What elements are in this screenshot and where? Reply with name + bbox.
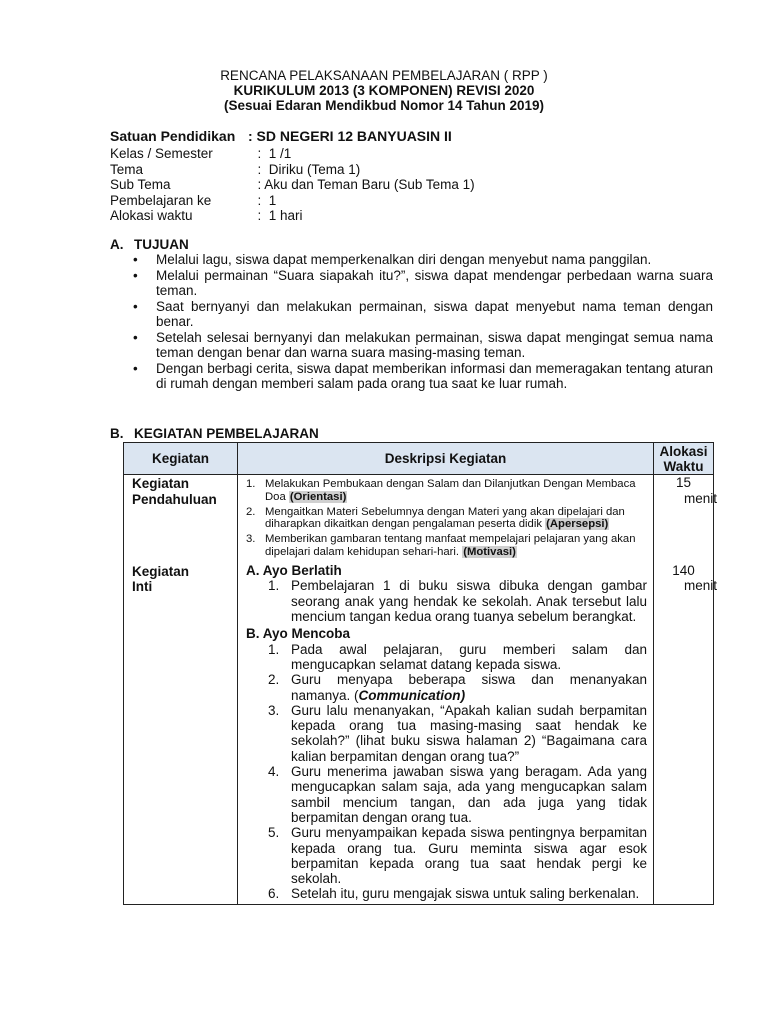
list-item: • Melalui permainan “Suara siapakah itu?”, siswa dapat mendengar perbedaan warna suara teman. — [133, 267, 713, 298]
list-item: • Dengan berbagi cerita, siswa dapat memberikan informasi dan memeragakan tentang aturan di rumah dengan memberi salam pada orang tua saat ke luar rumah. — [133, 360, 713, 391]
document-subtitle: KURIKULUM 2013 (3 KOMPONEN) REVISI 2020 — [233, 83, 535, 98]
identity-value: : 1 hari — [250, 208, 303, 223]
bullet-icon: • — [133, 360, 138, 376]
identity-row — [110, 128, 710, 146]
table-row — [124, 563, 714, 904]
section-number: B. — [110, 426, 124, 441]
identity-label: Kelas / Semester — [110, 146, 213, 161]
bullet-icon: • — [133, 267, 138, 283]
list-item: • Saat bernyanyi dan melakukan permainan, siswa dapat menyebut nama teman dengan benar. — [133, 298, 713, 329]
table-row — [124, 475, 714, 563]
list-item: • Setelah selesai bernyanyi dan melakukan permainan, siswa dapat mengingat semua nama teman dengan benar dan warna suara masing-masing teman. — [133, 329, 713, 360]
identity-value: : Aku dan Teman Baru (Sub Tema 1) — [250, 177, 475, 192]
identity-row — [110, 162, 710, 178]
list-item: 1. Pada awal pelajaran, guru memberi salam dan mengucapkan selamat datang kepada siswa. — [268, 641, 647, 672]
document-note: (Sesuai Edaran Mendikbud Nomor 14 Tahun 2019) — [223, 98, 545, 113]
sub-heading: B. Ayo Mencoba — [246, 626, 351, 642]
identity-value: : 1 — [250, 192, 277, 208]
identity-row — [110, 146, 710, 162]
section-title: KEGIATAN PEMBELAJARAN — [134, 426, 319, 441]
bullet-icon: • — [133, 298, 138, 314]
list-item: 6. Setelah itu, guru mengajak siswa untuk saling berkenalan. — [268, 886, 640, 902]
identity-row — [110, 208, 710, 224]
list-item: 3. Guru lalu menanyakan, “Apakah kalian sudah berpamitan kepada orang tua masing-masing saat hendak ke sekolah?” (lihat buku siswa halaman 2) “Bagaimana cara kalian berpamitan dengan orang tua?” — [268, 702, 647, 764]
tujuan-list — [131, 252, 713, 392]
identity-value: : Diriku (Tema 1) — [250, 161, 361, 177]
list-item: 2. Guru menyapa beberapa siswa dan menanyakan namanya. (Communication) — [268, 672, 647, 703]
phase-tag: (Apersepsi) — [546, 518, 609, 531]
pendahuluan-list — [238, 475, 653, 563]
list-item: 2. Mengaitkan Materi Sebelumnya dengan Materi yang akan dipelajari dan diharapkan dikaitkan dengan pengalaman peserta didik (Apersepsi) — [246, 505, 625, 531]
kegiatan-table — [123, 442, 718, 905]
table-header-row — [124, 443, 714, 475]
deskripsi-cell — [238, 475, 654, 563]
ayo-berlatih-list — [238, 578, 653, 626]
identity-row — [110, 193, 710, 209]
identity-value: : SD NEGERI 12 BANYUASIN II — [248, 128, 452, 144]
list-item: 1. Pembelajaran 1 di buku siswa dibuka dengan gambar seorang anak yang hendak ke sekolah. Anak tersebut lalu mencium tangan kedua orang tuanya sebelum berangkat. — [268, 578, 647, 624]
phase-tag: (Motivasi) — [463, 545, 516, 558]
identity-row — [110, 177, 710, 193]
section-title: TUJUAN — [134, 237, 189, 252]
column-header-deskripsi: Deskripsi Kegiatan — [238, 443, 654, 475]
deskripsi-cell — [238, 563, 654, 904]
bullet-icon: • — [133, 252, 138, 267]
identity-label: Tema — [110, 161, 144, 177]
identity-value: : 1 /1 — [250, 146, 292, 161]
list-item: 1. Melakukan Pembukaan dengan Salam dan Dilanjutkan Dengan Membaca Doa (Orientasi) — [246, 478, 636, 503]
identity-label: Pembelajaran ke — [110, 192, 212, 208]
kegiatan-name-cell: Kegiatan Pendahuluan — [124, 475, 238, 563]
list-item: 5. Guru menyampaikan kepada siswa pentingnya berpamitan kepada orang tua. Guru meminta siswa agar esok berpamitan kepada orang tua saat hendak pergi ke sekolah. — [268, 825, 647, 887]
section-number: A. — [110, 237, 124, 252]
document-header — [0, 68, 768, 113]
kegiatan-name-cell: Kegiatan Inti — [124, 563, 238, 904]
column-header-alokasi: Alokasi Waktu — [654, 443, 714, 475]
sub-heading: A. Ayo Berlatih — [246, 562, 342, 578]
phase-tag: (Orientasi) — [289, 490, 347, 503]
list-item: 4. Guru menerima jawaban siswa yang beragam. Ada yang mengucapkan salam saja, ada yang mengucapkan salam sambil mencium tangan, dan ada juga yang tidak berpamitan dengan orang tua. — [268, 764, 647, 825]
identity-label: Alokasi waktu — [110, 208, 193, 223]
section-a-heading — [110, 237, 189, 252]
bullet-icon: • — [133, 329, 138, 345]
identity-label: Sub Tema — [110, 177, 171, 192]
ayo-mencoba-list — [238, 642, 653, 904]
section-b-heading — [110, 426, 319, 441]
identity-block — [110, 128, 710, 224]
identity-label: Satuan Pendidikan — [110, 128, 236, 144]
list-item: 3. Memberikan gambaran tentang manfaat mempelajari pelajaran yang akan dipelajari dalam kehidupan sehari-hari. (Motivasi) — [246, 533, 636, 558]
list-item: • Melalui lagu, siswa dapat memperkenalkan diri dengan menyebut nama panggilan. — [133, 252, 652, 267]
column-header-kegiatan: Kegiatan — [124, 443, 238, 475]
alokasi-cell: 140 menit — [654, 563, 714, 904]
alokasi-cell: 15 menit — [654, 475, 714, 563]
document-title: RENCANA PELAKSANAAN PEMBELAJARAN ( RPP ) — [220, 68, 548, 83]
